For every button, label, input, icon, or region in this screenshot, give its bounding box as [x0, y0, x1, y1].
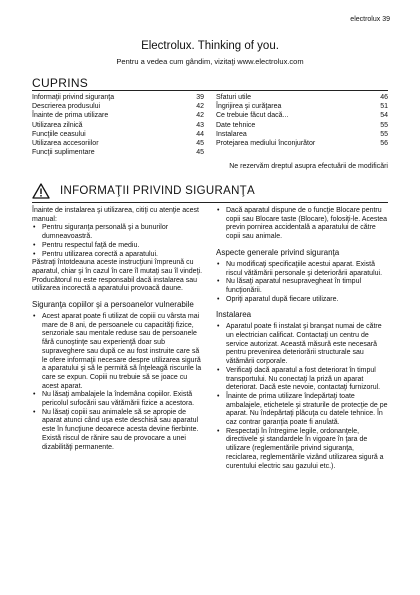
list-item: • Acest aparat poate fi utilizat de copiii cu vârsta mai mare de 8 ani, de persoanele cu capacităţi fizice, senzoriale sau mentale reduse sau de persoanele fără cunoştinţe sau experienţă doar sub supraveghere sau după ce au fost instruite care să le ofere informaţii necesare despre utilizarea sigură a aparatului şi să le permită să înţeleagă riscurile la care se expun. Copiii nu trebuie să se joace cu acest aparat.	[32, 313, 204, 391]
list-item: • Nu lăsaţi aparatul nesupravegheat în timpul funcţionării.	[216, 278, 388, 295]
keep-instructions-text: Păstraţi întotdeauna aceste instrucţiuni împreună cu aparatul, chiar şi în cazul în care îl mutaţi sau îl vindeţi.	[32, 259, 203, 275]
list-item: • Pentru respectul faţă de mediu.	[32, 242, 204, 251]
list-item: • Înainte de prima utilizare îndepărtaţi toate ambalajele, etichetele şi straturile de protecţie de pe aparat. Nu îndepărtaţi plăcuţa cu datele tehnice. În caz contrar garanţia poate fi anulată.	[216, 393, 388, 428]
list-item: • Dacă aparatul dispune de o funcţie Blocare pentru copii sau Blocare taste (Blocare), folosiţi-le. Acestea previn pornirea accidentală a aparatului de către copii sau animale.	[216, 207, 388, 242]
list-item: • Opriţi aparatul după fiecare utilizare.	[216, 296, 388, 305]
warning-triangle-icon	[32, 183, 50, 199]
list-item: • Pentru siguranţa personală şi a bunurilor dumneavoastră.	[32, 224, 204, 241]
contents-divider	[32, 90, 388, 91]
contents-entry[interactable]: Ce trebuie făcut dacă... 54	[216, 112, 388, 120]
reserve-rights-note: Ne rezervăm dreptul asupra efectuării de modificări	[229, 163, 388, 170]
children-safety-heading: Siguranţa copiilor şi a persoanelor vulnerabile	[32, 300, 194, 310]
contents-entry[interactable]: Informaţii privind siguranţa 39	[32, 94, 204, 101]
contents-heading: CUPRINS	[32, 76, 89, 90]
contents-list-right	[216, 93, 388, 148]
brand-tagline: Electrolux. Thinking of you.	[141, 40, 279, 52]
contents-entry[interactable]: Înainte de prima utilizare 42	[32, 112, 204, 120]
contents-entry[interactable]: Instalarea 55	[216, 130, 388, 138]
safety-column-right	[216, 207, 388, 471]
contents-entry[interactable]: Funcţiile ceasului 44	[32, 130, 204, 138]
list-item: • Nu lăsaţi ambalajele la îndemâna copiilor. Există pericolul sufocării sau vătămării fizice a acestora.	[32, 391, 204, 408]
contents-entry[interactable]: Date tehnice 55	[216, 121, 388, 129]
list-item: • Respectaţi în întregime legile, ordonanţele, directivele şi standardele în vigoare în ţara de utilizare (reglementările privind siguranţa, reciclarea, reglementările vizând utilizarea sigură a curentului electric sau gazului etc.).	[216, 428, 388, 472]
contents-entry[interactable]: Descrierea produsului 42	[32, 103, 204, 111]
page-number: electrolux 39	[350, 16, 390, 23]
list-item: • Nu modificaţi specificaţiile acestui aparat. Există riscul vătămării personale şi deteriorării aparatului.	[216, 261, 388, 278]
installation-heading: Instalarea	[216, 310, 252, 320]
list-item: • Verificaţi dacă aparatul a fost deteriorat în timpul transportului. Nu conectaţi la priză un aparat deteriorat. Dacă este nevoie, contactaţi furnizorul.	[216, 367, 388, 393]
safety-divider	[32, 202, 388, 203]
contents-list-left	[32, 93, 204, 157]
contents-entry[interactable]: Utilizarea accesoriilor 45	[32, 140, 204, 148]
general-safety-heading: Aspecte generale privind siguranţa	[216, 247, 340, 257]
contents-entry[interactable]: Protejarea mediului înconjurător 56	[216, 140, 388, 148]
safety-column-left	[32, 207, 204, 452]
contents-entry[interactable]: Utilizarea zilnică 43	[32, 121, 204, 129]
safety-heading: INFORMAŢII PRIVIND SIGURANŢA	[60, 185, 255, 197]
visit-website-text: Pentru a vedea cum gândim, vizitaţi www.electrolux.com	[116, 57, 304, 66]
contents-entry[interactable]: Funcţii suplimentare 45	[32, 149, 204, 157]
liability-text: Producătorul nu este responsabil dacă instalarea sau utilizarea incorectă a aparatului provoacă daune.	[32, 276, 197, 293]
contents-entry[interactable]: Îngrijirea şi curăţarea 51	[216, 103, 388, 111]
list-item: • Aparatul poate fi instalat şi branşat numai de către un electrician calificat. Contactaţi un centru de service autorizat. Această măsură este necesară pentru prevenirea deteriorării structurale sau vătămării corporale.	[216, 323, 388, 367]
safety-intro: Înainte de instalarea şi utilizarea, citiţi cu atenţie acest manual:	[32, 207, 199, 223]
list-item: • Pentru utilizarea corectă a aparatului.	[32, 251, 204, 260]
list-item: • Nu lăsaţi copiii sau animalele să se apropie de aparat atunci când uşa este deschisă sau aparatul este în funcţiune deoarece acesta devine fierbinte. Există riscul de rănire sau de provocare a unei dizabilităţi permanente.	[32, 409, 204, 453]
contents-entry[interactable]: Sfaturi utile 46	[216, 94, 388, 101]
